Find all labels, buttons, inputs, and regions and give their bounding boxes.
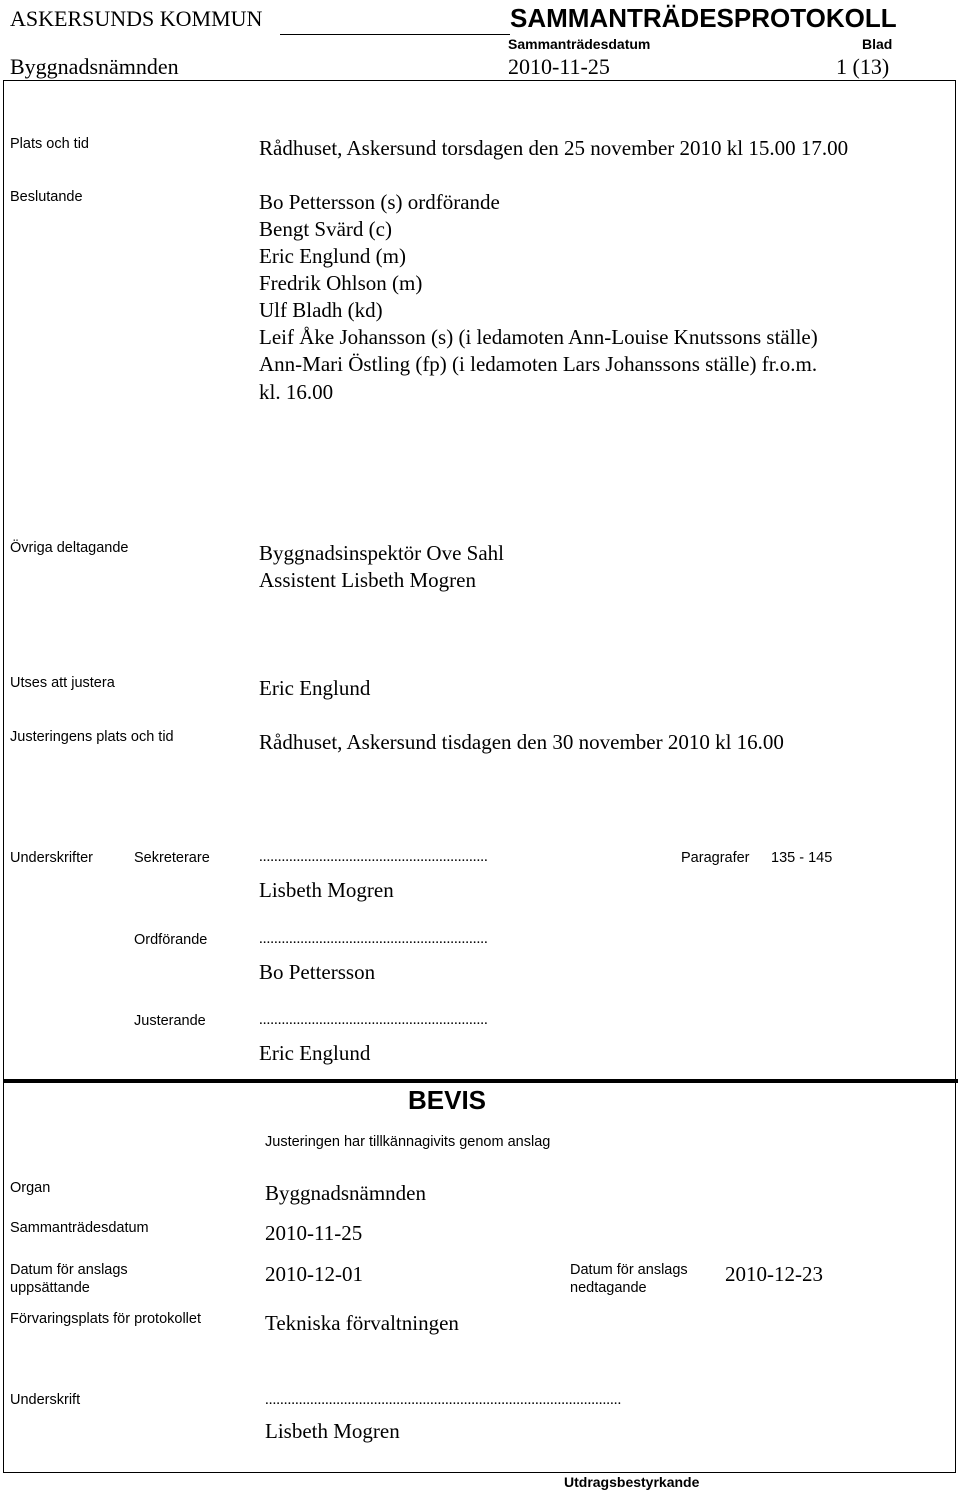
footer-certification: Utdragsbestyrkande	[564, 1474, 700, 1490]
adjust-place-label: Justeringens plats och tid	[10, 729, 174, 745]
remove-date-label-line: nedtagande	[570, 1280, 647, 1296]
chair-label: Ordförande	[134, 932, 208, 948]
bevis-signature-line: ...............................................................................................	[265, 1392, 622, 1408]
deciding-member: Ulf Bladh (kd)	[259, 298, 383, 322]
other-participant: Byggnadsinspektör Ove Sahl	[259, 541, 504, 565]
header-page-number: 1 (13)	[836, 54, 890, 79]
paragraphs-value: 135 - 145	[771, 850, 833, 866]
deciding-member: Leif Åke Johansson (s) (i ledamoten Ann-Louise Knutssons ställe)	[259, 325, 818, 349]
bevis-sign-label: Underskrift	[10, 1392, 81, 1408]
adjuster-value: Eric Englund	[259, 676, 371, 700]
post-date-value: 2010-12-01	[265, 1262, 363, 1286]
storage-label: Förvaringsplats för protokollet	[10, 1311, 201, 1327]
place-label: Plats och tid	[10, 136, 89, 152]
organ-label: Organ	[10, 1180, 51, 1196]
remove-date-value: 2010-12-23	[725, 1262, 823, 1286]
bevis-title: BEVIS	[408, 1085, 487, 1115]
remove-date-label	[570, 1261, 688, 1297]
organ-value: Byggnadsnämnden	[265, 1181, 426, 1205]
deciding-member: Fredrik Ohlson (m)	[259, 271, 423, 295]
bevis-subtitle: Justeringen har tillkännagivits genom anslag	[265, 1134, 551, 1150]
deciding-label: Beslutande	[10, 189, 83, 205]
chair-signature-line: .............................................................	[259, 931, 488, 947]
deciding-member: Ann-Mari Östling (fp) (i ledamoten Lars Johanssons ställe) fr.o.m.	[259, 352, 818, 376]
chair-name: Bo Pettersson	[259, 960, 376, 984]
bevis-date-label: Sammanträdesdatum	[10, 1220, 149, 1236]
others-label: Övriga deltagande	[10, 540, 129, 556]
deciding-member: kl. 16.00	[259, 380, 334, 404]
bevis-date-value: 2010-11-25	[265, 1221, 363, 1245]
board-name: Byggnadsnämnden	[10, 54, 179, 79]
deciding-member: Bo Pettersson (s) ordförande	[259, 190, 500, 214]
post-date-label-line: uppsättande	[10, 1280, 90, 1296]
header-underline	[280, 34, 510, 35]
deciding-member: Bengt Svärd (c)	[259, 217, 392, 241]
secretary-label: Sekreterare	[134, 850, 210, 866]
storage-value: Tekniska förvaltningen	[265, 1311, 459, 1335]
bevis-sign-name: Lisbeth Mogren	[265, 1419, 400, 1443]
deciding-member: Eric Englund (m)	[259, 244, 406, 268]
header-date-label: Sammanträdesdatum	[508, 36, 651, 52]
post-date-label	[10, 1261, 128, 1297]
secretary-name: Lisbeth Mogren	[259, 878, 394, 902]
adjuster-sign-name: Eric Englund	[259, 1041, 371, 1065]
adjust-place-value: Rådhuset, Askersund tisdagen den 30 november 2010 kl 16.00	[259, 730, 784, 754]
adjuster-signature-line: .............................................................	[259, 1012, 488, 1028]
adjuster-sign-label: Justerande	[134, 1013, 206, 1029]
document-type: SAMMANTRÄDESPROTOKOLL	[510, 3, 897, 33]
other-participant: Assistent Lisbeth Mogren	[259, 568, 476, 592]
place-value: Rådhuset, Askersund torsdagen den 25 november 2010 kl 15.00 17.00	[259, 136, 849, 160]
section-divider	[3, 1079, 958, 1083]
header-page-label: Blad	[862, 36, 893, 52]
secretary-signature-line: .............................................................	[259, 849, 488, 865]
header-date: 2010-11-25	[508, 54, 610, 79]
adjuster-label: Utses att justera	[10, 675, 115, 691]
municipality-name: ASKERSUNDS KOMMUN	[10, 6, 263, 31]
remove-date-label-line: Datum för anslags	[570, 1262, 688, 1278]
post-date-label-line: Datum för anslags	[10, 1262, 128, 1278]
paragraphs-label: Paragrafer	[681, 850, 750, 866]
signatures-label: Underskrifter	[10, 850, 93, 866]
